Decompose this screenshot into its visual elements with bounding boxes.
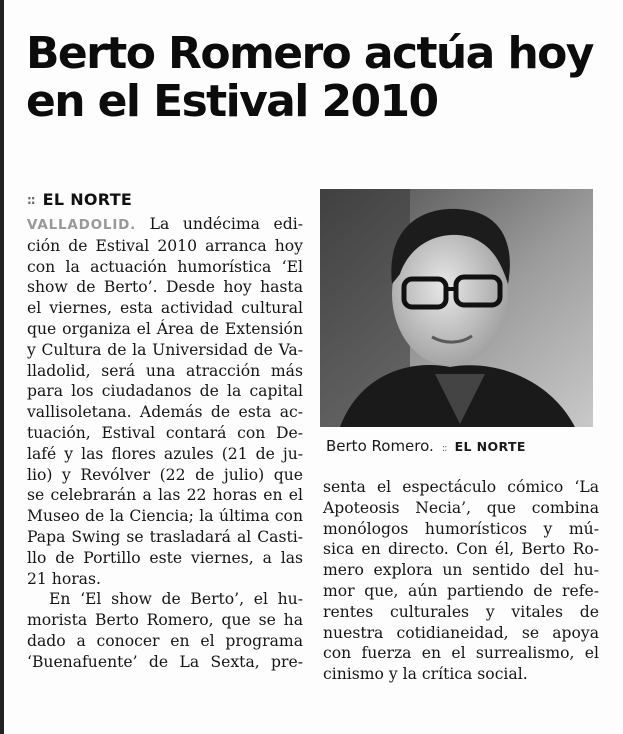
text-line: mor que, aún partiendo de refe- [323,581,599,600]
column-rule [0,0,4,734]
text-line: y Cultura de la Universidad de Va- [27,340,303,359]
text-line: ‘Buenafuente’ de La Sexta, pre- [27,652,303,671]
credit-dots: :: [441,443,447,454]
text-line: rentes culturales y vitales de [323,602,599,621]
text-line: para los ciudadanos de la capital [27,382,303,401]
caption-text: Berto Romero. [326,437,434,455]
text-line: el viernes, esta actividad cultural [27,299,303,318]
photo-caption [326,437,526,455]
text-line: sica en directo. Con él, Berto Ro- [323,540,599,559]
text-line: Museo de la Ciencia; la última con [27,507,303,526]
text-line: dado a conocer en el programa [27,631,303,650]
text-line: lio) y Revólver (22 de julio) que [27,465,303,484]
text-line: se celebrarán a las 22 horas en el [27,486,303,505]
text-line: senta el espectáculo cómico ‘La [323,478,599,496]
headline: Berto Romero actúa hoy en el Estival 2010 [26,28,593,127]
text-line: cinismo y la crítica social. [323,665,528,684]
text-line: ción de Estival 2010 arranca hoy [27,236,303,255]
text-line: lafé y las flores azules (21 de ju- [27,444,303,463]
text-line: con fuerza en el surrealismo, el [323,644,599,663]
text-line: VALLADOLID. La undécima edi- [27,215,303,233]
text-line: lladolid, será una atracción más [27,361,303,380]
text-line: morista Berto Romero, que se ha [27,611,303,630]
text-line: tuación, Estival contará con De- [27,423,303,442]
text-line: Papa Swing se trasladará al Casti- [27,527,303,546]
text-line: mero explora un sentido del hu- [323,561,599,580]
portrait-photo [320,189,593,427]
byline-dots: :: [27,192,35,207]
text-line: Apoteosis Necia’, que combina [323,498,599,517]
text-line: monólogos humorísticos y mú- [323,519,599,538]
photo-credit: EL NORTE [454,439,526,454]
text-line: nuestra cotidianeidad, se apoya [323,623,599,642]
text-line: En ‘El show de Berto’, el hu- [49,590,303,609]
text-line: show de Berto’. Desde hoy hasta [27,278,303,297]
byline [27,190,132,209]
article-column-left [27,214,303,673]
portrait-illustration [320,189,593,427]
text-line: vallisoletana. Además de esta ac- [27,403,303,422]
text-line: que organiza el Área de Extensión [27,319,303,338]
location-dateline: VALLADOLID. [27,217,137,233]
text-line: llo de Portillo este viernes, a las [27,548,303,567]
article-column-right [323,477,599,685]
text-line: 21 horas. [27,569,101,588]
byline-source: EL NORTE [42,190,133,209]
text-line: con la actuación humorística ‘El [27,257,303,276]
